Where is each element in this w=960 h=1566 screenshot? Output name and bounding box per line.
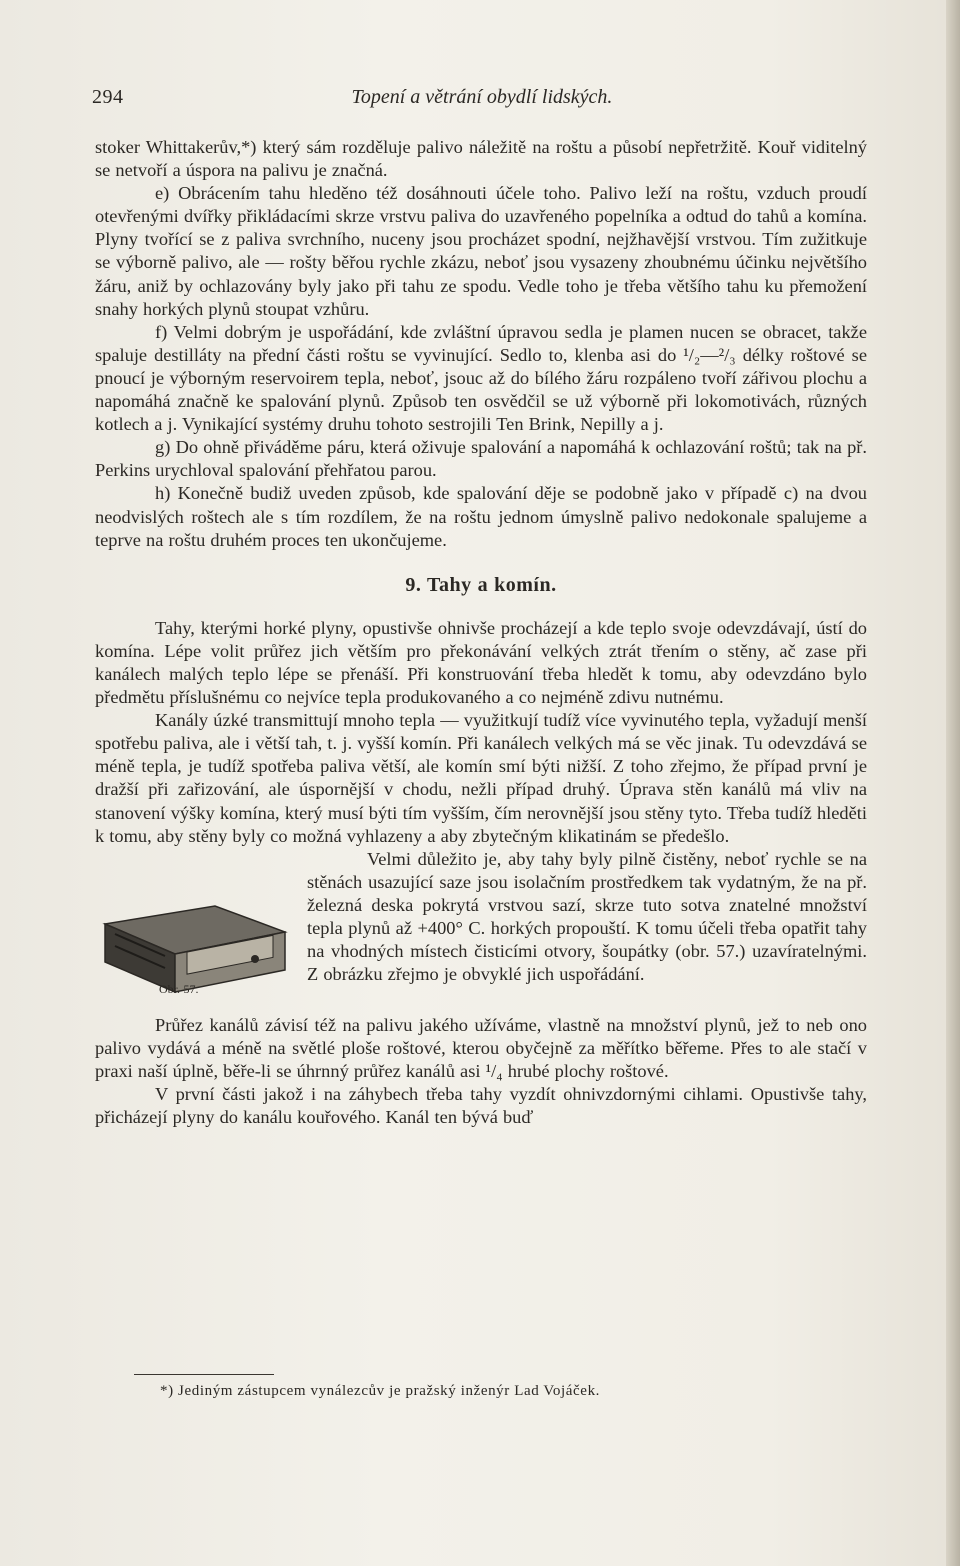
footnote: *) Jediným zástupcem vynálezcův je pražský inženýr Lad Vojáček. [160,1383,601,1399]
footnote-rule [134,1374,274,1375]
paragraph: e) Obrácením tahu hleděno též dosáhnouti účele toho. Palivo leží na roštu, vzduch proudí otevřenými dvířky přikládacími skrze vrstvu paliva do uzavřeného popelníka a odtud do tahů a komína. Plyny tvořící se z paliva svrchního, nuceny jsou procházet spodní, nejžhavější vrstvou. Tím zužitkuje se výborně palivo, ale — rošty běřou rychle zkázu, neboť jsou vysazeny zhoubnému účinku největšího žáru, aniž by ochlazovány byly jako při tahu ze spodu. Vedle toho je třeba většího tahu ku přemožení snahy horkých plynů stoupat vzhůru. [95,183,867,319]
paragraph: g) Do ohně přiváděme páru, která oživuje spalování a napomáhá k ochlazování roštů; tak na př. Perkins urychloval spalování přehřatou parou. [95,437,867,481]
body-text [95,136,867,1129]
paragraph: stoker Whittakerův,*) který sám rozděluje palivo náležitě na roštu a působí nepřetržitě. Kouř viditelný se netvoří a úspora na palivu je značná. [95,137,867,181]
page-header [92,86,872,116]
paragraph: Průřez kanálů závisí též na palivu jakého užíváme, vlastně na množství plynů, jež to neb ono palivo vydává a méně na světlé ploše roštové, kterou obyčejně za měřítko běřeme. Přes to ale stačí v praxi naší úplně, běře-li se úhrnný průřez kanálů asi ¹/₄ hrubé plochy roštové. [95,1014,867,1081]
running-title: Topení a větrání obydlí lidských. [351,86,613,108]
figure-caption: Obr. 57. [159,981,199,996]
paragraph: f) Velmi dobrým je uspořádání, kde zvláštní úpravou sedla je plamen nucen se obracet, takže spaluje destilláty na přední části roštu se vyvinující. Sedlo to, klenba asi do ¹/₂—²/₃ délky roštové se pnoucí je výborným reservoirem tepla, neboť, jsouc až do bílého žáru rozpáleno tvoří zářivou plochu a napomáhá značně ke spalování plynů. Způsob ten osvědčil se už výborně při lokomotivách, různých kotlech a j. Vynikající systémy druhu tohoto sestrojili Ten Brink, Nepilly a j. [95,321,867,435]
figure-block [95,848,867,1014]
page-number: 294 [92,86,124,108]
section-title: 9. Tahy a komín. [405,573,557,596]
paragraph: Velmi důležito je, aby tahy byly pilně čistěny, neboť rychle se na stěnách usazující saze jsou isolačním prostředkem tak vydatným, že na př. železná deska pokrytá vrstvou sazí, skrze tuto sotva znatelné množství tepla plynů až +400° C. horkých propouští. K tomu účeli třeba opatřit tahy na vhodných místech čisticími otvory, šoupátky (obr. 57.) uzavíratelnými. Z obrázku zřejmo je obvyklé jich uspořádání. [307,848,867,985]
paragraph: Kanály úzké transmittují mnoho tepla — využitkují tudíž více vyvinutého tepla, vyžadují menší spotřebu paliva, ale i větší tah, t. j. vyšší komín. Při kanálech velkých má se věc jinak. Tu odevzdává se méně tepla, je tudíž spotřeba paliva větší, ale komín smí býti nižší. Z toho zřejmo, že případ první je dražší při zařizování, ale úspornější v chodu, nežli případ druhý. Úprava stěn kanálů má vliv na stanovení výšky komína, který musí býti tím vyšším, čím nerovnější jsou stěny tyto. Třeba tudíž hleděti k tomu, aby stěny byly co možná vyhlazeny a aby zbytečným klikatinám se předešlo. [95,710,867,846]
figure [95,854,295,1014]
paragraph: V první části jakož i na záhybech třeba tahy vyzdít ohnivzdornými cihlami. Opustivše tahy, přicházejí plyny do kanálu kouřového. Kanál ten bývá buď [95,1084,867,1128]
paragraph: h) Konečně budiž uveden způsob, kde spalování děje se podobně jako v případě c) na dvou neodvislých roštech ale s tím rozdílem, že na roštu jednom úmyslně palivo nedokonale spalujeme a teprve na roštu druhém proces ten ukončujeme. [95,483,867,550]
page-edge [946,0,960,1566]
paragraph: Tahy, kterými horké plyny, opustivše ohnivše procházejí a kde teplo svoje odevzdávají, ústí do komína. Lépe volit průřez jich větším pro překonávání velkých ztrát třením o stěny, ač zase při kanálech malých teplo lépe se přenáší. Při konstruování třeba hledět k tomu, aby odevzdáno bylo předmětu příslušnému co nejvíce tepla produkovaného a co nejméně zdivu nutnému. [95,617,867,708]
